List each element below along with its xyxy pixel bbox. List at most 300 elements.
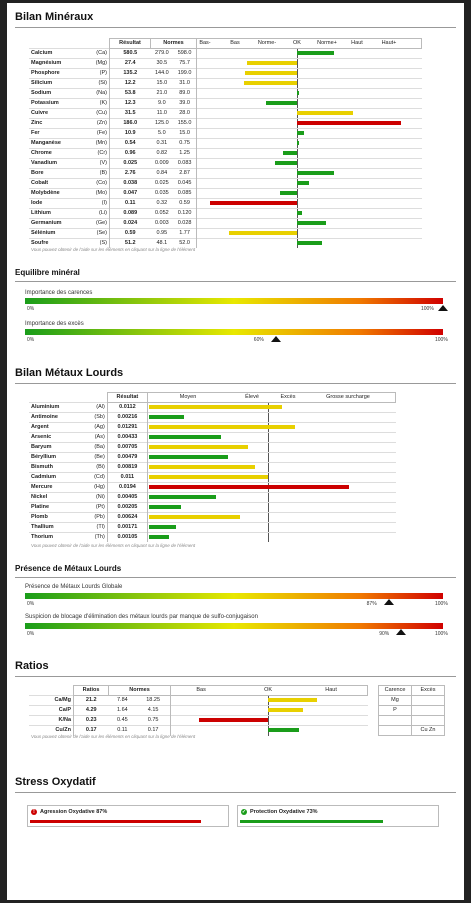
metal-level-bar xyxy=(149,405,282,409)
element-symbol: (Na) xyxy=(96,90,107,96)
scale-label: Bas xyxy=(230,40,240,46)
metal-name xyxy=(29,513,107,523)
element-symbol: (V) xyxy=(99,160,107,166)
metals-note: Vous pouvez obtenir de l'aide sur les éléments en cliquant sur la ligne de l'élément xyxy=(31,543,196,548)
ratio-norm-high: 4.15 xyxy=(136,706,170,716)
element-name xyxy=(29,149,110,159)
element-symbol: (Se) xyxy=(96,230,107,236)
ratio-row[interactable] xyxy=(29,696,445,706)
element-name xyxy=(29,129,110,139)
excess-line xyxy=(268,523,269,532)
norm-high: 31.0 xyxy=(173,79,196,89)
element-name xyxy=(29,109,110,119)
mineral-row[interactable] xyxy=(29,89,422,99)
metal-level-bar xyxy=(149,485,349,489)
element-symbol: (Mg) xyxy=(95,60,107,66)
element-label: Lithium xyxy=(31,210,51,216)
norm-low: 0.32 xyxy=(151,199,174,209)
mineral-row[interactable] xyxy=(29,169,422,179)
metal-level-bar xyxy=(149,515,240,519)
aggression-label: Agression Oxydative 87% xyxy=(40,809,108,815)
deviation-bar xyxy=(297,111,353,115)
ratio-name: Ca/P xyxy=(29,706,74,716)
scale-label: Grosse surcharge xyxy=(326,394,370,400)
ratio-deviation-cell xyxy=(171,696,368,706)
norms-header: Normes xyxy=(151,39,197,49)
ratio-name: K/Na xyxy=(29,716,74,726)
norm-low: 0.052 xyxy=(151,209,174,219)
mineral-row[interactable] xyxy=(29,59,422,69)
mineral-row[interactable] xyxy=(29,199,422,209)
carence-value xyxy=(379,726,412,736)
deficiency-label: Importance des carences xyxy=(25,290,93,296)
result-value: 0.089 xyxy=(110,209,151,219)
element-name xyxy=(29,219,110,229)
norm-low: 5.0 xyxy=(151,129,174,139)
ratio-value: 0.23 xyxy=(74,716,109,726)
excess-line xyxy=(268,473,269,482)
ratio-row[interactable] xyxy=(29,706,445,716)
metal-row[interactable] xyxy=(29,523,396,533)
scale-label: Haut xyxy=(351,40,363,46)
norm-high: 1.25 xyxy=(173,149,196,159)
metal-level-bar xyxy=(149,465,255,469)
protection-bar xyxy=(240,820,383,823)
norm-high: 0.028 xyxy=(173,219,196,229)
element-symbol: (Cr) xyxy=(97,150,107,156)
excess-gauge xyxy=(25,329,443,335)
metal-name xyxy=(29,463,107,473)
protection-label: Protection Oxydative 73% xyxy=(250,809,318,815)
metal-label: Bismuth xyxy=(31,464,53,470)
element-label: Phosphore xyxy=(31,70,60,76)
excess-line xyxy=(268,433,269,442)
mineral-row[interactable] xyxy=(29,229,422,239)
metal-row[interactable] xyxy=(29,473,396,483)
protection-box[interactable] xyxy=(237,805,439,827)
metal-label: Argent xyxy=(31,424,49,430)
ratio-value: 4.29 xyxy=(74,706,109,716)
metal-symbol: (Tl) xyxy=(96,524,105,530)
block-marker xyxy=(396,629,406,635)
deviation-cell xyxy=(196,179,421,189)
metals-rule xyxy=(15,383,456,384)
norm-high: 0.045 xyxy=(173,179,196,189)
global-label: Présence de Métaux Lourds Globale xyxy=(25,584,123,590)
mineral-row[interactable] xyxy=(29,129,422,139)
norm-low: 21.0 xyxy=(151,89,174,99)
mineral-row[interactable] xyxy=(29,189,422,199)
result-value: 31.5 xyxy=(110,109,151,119)
metal-label: Plomb xyxy=(31,514,48,520)
norm-high: 0.083 xyxy=(173,159,196,169)
element-label: Chrome xyxy=(31,150,52,156)
result-value: 0.025 xyxy=(110,159,151,169)
metal-row[interactable] xyxy=(29,493,396,503)
ratio-deviation-bar xyxy=(268,698,317,702)
metal-name xyxy=(29,503,107,513)
metal-row[interactable] xyxy=(29,423,396,433)
ratio-deviation-bar xyxy=(268,708,303,712)
element-name xyxy=(29,69,110,79)
metal-row[interactable] xyxy=(29,453,396,463)
metal-result: 0.00705 xyxy=(107,443,147,453)
excess-line xyxy=(268,443,269,452)
scale-label: Norme+ xyxy=(317,40,337,46)
norm-high: 199.0 xyxy=(173,69,196,79)
deviation-cell xyxy=(196,129,421,139)
metal-level-cell xyxy=(148,453,396,463)
deviation-bar xyxy=(266,101,297,105)
metal-level-cell xyxy=(148,513,396,523)
metal-label: Antimoine xyxy=(31,414,58,420)
scale-label: Moyen xyxy=(179,394,197,400)
element-name xyxy=(29,79,110,89)
metal-symbol: (Ag) xyxy=(94,424,105,430)
block-label: Suspicion de blocage d'élimination des métaux lourds par manque de sulfo-conjugaison xyxy=(25,614,258,620)
deviation-bar xyxy=(280,191,297,195)
result-value: 0.024 xyxy=(110,219,151,229)
element-symbol: (Ca) xyxy=(96,50,107,56)
metal-label: Thorium xyxy=(31,534,53,540)
deviation-bar xyxy=(297,171,334,175)
metal-row[interactable] xyxy=(29,443,396,453)
norm-low: 15.0 xyxy=(151,79,174,89)
metal-label: Nickel xyxy=(31,494,48,500)
ratio-deviation-cell xyxy=(171,726,368,736)
metal-label: Mercure xyxy=(31,484,53,490)
metal-name xyxy=(29,403,107,413)
excess-line xyxy=(268,533,269,542)
element-symbol: (Co) xyxy=(96,180,107,186)
ok-line xyxy=(297,229,298,238)
element-label: Silicium xyxy=(31,80,53,86)
element-label: Cuivre xyxy=(31,110,49,116)
metal-level-bar xyxy=(149,505,181,509)
result-value: 0.038 xyxy=(110,179,151,189)
mineral-row[interactable] xyxy=(29,109,422,119)
mineral-row[interactable] xyxy=(29,119,422,129)
norm-low: 0.035 xyxy=(151,189,174,199)
deviation-cell xyxy=(196,229,421,239)
metal-row[interactable] xyxy=(29,503,396,513)
ratio-gap xyxy=(368,706,379,716)
norm-low: 30.5 xyxy=(151,59,174,69)
result-value: 0.047 xyxy=(110,189,151,199)
norm-low: 0.84 xyxy=(151,169,174,179)
metal-label: Baryum xyxy=(31,444,52,450)
deviation-cell xyxy=(196,79,421,89)
metal-level-cell xyxy=(148,523,396,533)
deficiency-min: 0% xyxy=(27,306,35,312)
element-label: Germanium xyxy=(31,220,62,226)
norm-high: 0.085 xyxy=(173,189,196,199)
metal-level-cell xyxy=(148,443,396,453)
deviation-cell xyxy=(196,69,421,79)
metal-level-bar xyxy=(149,425,295,429)
result-value: 2.76 xyxy=(110,169,151,179)
mineral-row[interactable] xyxy=(29,219,422,229)
name-header xyxy=(29,39,110,49)
metal-row[interactable] xyxy=(29,433,396,443)
result-value: 0.11 xyxy=(110,199,151,209)
block-max: 100% xyxy=(435,631,448,637)
mineral-row[interactable] xyxy=(29,149,422,159)
metal-result-header: Résultat xyxy=(107,393,147,403)
excess-min: 0% xyxy=(27,337,35,343)
metal-level-cell xyxy=(148,483,396,493)
metal-level-bar xyxy=(149,415,184,419)
element-label: Sélénium xyxy=(31,230,56,236)
result-value: 27.4 xyxy=(110,59,151,69)
metal-label: Arsenic xyxy=(31,434,52,440)
element-label: Manganèse xyxy=(31,140,61,146)
element-name xyxy=(29,179,110,189)
report-page xyxy=(7,3,464,900)
stress-title: Stress Oxydatif xyxy=(15,776,96,788)
norm-low: 0.95 xyxy=(151,229,174,239)
mineral-row[interactable] xyxy=(29,79,422,89)
element-symbol: (Mn) xyxy=(95,140,107,146)
minerals-note: Vous pouvez obtenir de l'aide sur les éléments en cliquant sur la ligne de l'élément xyxy=(31,247,196,252)
block-value: 90% xyxy=(379,631,390,637)
element-label: Calcium xyxy=(31,50,53,56)
element-name xyxy=(29,229,110,239)
element-symbol: (S) xyxy=(99,240,107,246)
deviation-bar xyxy=(297,51,334,55)
ratio-gap xyxy=(368,726,379,736)
metal-symbol: (Al) xyxy=(96,404,105,410)
norm-low: 144.0 xyxy=(151,69,174,79)
ratio-norm-high: 0.75 xyxy=(136,716,170,726)
check-icon: ✓ xyxy=(241,809,247,815)
metal-level-cell xyxy=(148,463,396,473)
aggression-box[interactable] xyxy=(27,805,229,827)
global-value: 87% xyxy=(366,601,377,607)
metal-name xyxy=(29,453,107,463)
result-value: 12.3 xyxy=(110,99,151,109)
global-max: 100% xyxy=(435,601,448,607)
element-symbol: (I) xyxy=(101,200,107,206)
result-value: 51.2 xyxy=(110,239,151,249)
metal-symbol: (As) xyxy=(94,434,105,440)
metal-row[interactable] xyxy=(29,513,396,523)
metal-name xyxy=(29,443,107,453)
mineral-row[interactable] xyxy=(29,99,422,109)
deviation-cell xyxy=(196,109,421,119)
norm-high: 155.0 xyxy=(173,119,196,129)
deficiency-value: 100% xyxy=(421,306,434,312)
metal-level-cell xyxy=(148,423,396,433)
ratio-norm-high: 18.25 xyxy=(136,696,170,706)
ratio-norm-low: 1.64 xyxy=(109,706,137,716)
ok-line xyxy=(297,69,298,78)
exces-header: Excès xyxy=(412,686,445,696)
element-name xyxy=(29,169,110,179)
ratio-name: Ca/Mg xyxy=(29,696,74,706)
ratio-gap-header xyxy=(368,686,379,696)
element-name xyxy=(29,119,110,129)
element-symbol: (K) xyxy=(99,100,107,106)
mineral-row[interactable] xyxy=(29,159,422,169)
metal-result: 0.00171 xyxy=(107,523,147,533)
element-name xyxy=(29,89,110,99)
metal-name xyxy=(29,413,107,423)
metal-name xyxy=(29,473,107,483)
result-value: 0.96 xyxy=(110,149,151,159)
carence-value xyxy=(379,716,412,726)
element-symbol: (Ge) xyxy=(96,220,107,226)
scale-label: Haut+ xyxy=(381,40,397,46)
ratios-rule xyxy=(15,676,456,677)
minerals-title: Bilan Minéraux xyxy=(15,11,94,23)
element-symbol: (Zn) xyxy=(96,120,107,126)
metal-level-cell xyxy=(148,503,396,513)
deviation-bar xyxy=(210,201,297,205)
deficiency-marker xyxy=(438,305,448,311)
mineral-row[interactable] xyxy=(29,69,422,79)
exces-value xyxy=(412,706,445,716)
ratio-row[interactable] xyxy=(29,716,445,726)
metal-row[interactable] xyxy=(29,533,396,543)
element-label: Iode xyxy=(31,200,43,206)
metal-row[interactable] xyxy=(29,463,396,473)
norm-low: 0.009 xyxy=(151,159,174,169)
excess-line xyxy=(268,413,269,422)
excess-line xyxy=(268,503,269,512)
minerals-rule xyxy=(15,27,456,28)
ratios-title: Ratios xyxy=(15,660,49,672)
metal-result: 0.00405 xyxy=(107,493,147,503)
result-value: 0.54 xyxy=(110,139,151,149)
metal-level-cell xyxy=(148,493,396,503)
result-value: 580.5 xyxy=(110,49,151,59)
deviation-bar xyxy=(283,151,297,155)
metal-label: Aluminium xyxy=(31,404,60,410)
ok-line xyxy=(268,716,269,725)
metal-name xyxy=(29,423,107,433)
global-gauge xyxy=(25,593,443,599)
metal-level-bar xyxy=(149,475,268,479)
metal-result: 0.00479 xyxy=(107,453,147,463)
metal-name xyxy=(29,523,107,533)
metal-result: 0.011 xyxy=(107,473,147,483)
deviation-bar xyxy=(247,61,297,65)
metal-level-cell xyxy=(148,403,396,413)
metal-label: Cadmium xyxy=(31,474,57,480)
metal-symbol: (Hg) xyxy=(94,484,105,490)
metal-level-bar xyxy=(149,455,228,459)
exces-value xyxy=(412,696,445,706)
result-value: 0.59 xyxy=(110,229,151,239)
norm-low: 125.0 xyxy=(151,119,174,129)
metal-name xyxy=(29,493,107,503)
metal-symbol: (Ni) xyxy=(95,494,105,500)
ratios-note: Vous pouvez obtenir de l'aide sur les éléments en cliquant sur la ligne de l'élément xyxy=(31,734,196,739)
scale-label: Élevé xyxy=(245,394,259,400)
block-gauge xyxy=(25,623,443,629)
ok-line xyxy=(297,149,298,158)
metal-level-bar xyxy=(149,445,248,449)
norm-low: 0.025 xyxy=(151,179,174,189)
metal-symbol: (Sb) xyxy=(94,414,105,420)
deviation-bar xyxy=(297,131,304,135)
ok-line xyxy=(297,199,298,208)
metal-name-header xyxy=(29,393,107,403)
norm-high: 89.0 xyxy=(173,89,196,99)
element-symbol: (Fe) xyxy=(96,130,107,136)
balance-rule xyxy=(15,281,456,282)
ratio-deviation-bar xyxy=(199,718,268,722)
ratio-norm-low: 0.45 xyxy=(109,716,137,726)
carence-value: Mg xyxy=(379,696,412,706)
ratio-deviation-cell xyxy=(171,716,368,726)
metal-name xyxy=(29,533,107,543)
norm-low: 11.0 xyxy=(151,109,174,119)
ratio-value: 21.2 xyxy=(74,696,109,706)
deviation-bar xyxy=(297,211,302,215)
exces-value: Cu Zn xyxy=(412,726,445,736)
mineral-row[interactable] xyxy=(29,179,422,189)
scale-label: OK xyxy=(293,40,301,46)
metal-symbol: (Th) xyxy=(94,534,105,540)
scale-label: OK xyxy=(264,687,273,693)
carence-value: P xyxy=(379,706,412,716)
global-marker xyxy=(384,599,394,605)
metals-title: Bilan Métaux Lourds xyxy=(15,367,124,379)
norm-low: 48.1 xyxy=(151,239,174,249)
scale-header xyxy=(196,39,421,49)
deviation-cell xyxy=(196,149,421,159)
block-min: 0% xyxy=(27,631,35,637)
deviation-cell xyxy=(196,139,421,149)
norm-high: 0.120 xyxy=(173,209,196,219)
element-name xyxy=(29,139,110,149)
mineral-row[interactable] xyxy=(29,139,422,149)
element-name xyxy=(29,159,110,169)
deviation-bar xyxy=(297,91,299,95)
metal-row[interactable] xyxy=(29,413,396,423)
deviation-cell xyxy=(196,219,421,229)
element-name xyxy=(29,209,110,219)
norm-high: 28.0 xyxy=(173,109,196,119)
exces-value xyxy=(412,716,445,726)
excess-line xyxy=(268,513,269,522)
ratio-gap xyxy=(368,696,379,706)
metal-row[interactable] xyxy=(29,483,396,493)
element-label: Vanadium xyxy=(31,160,57,166)
mineral-row[interactable] xyxy=(29,49,422,59)
deviation-bar xyxy=(244,81,297,85)
deviation-cell xyxy=(196,239,421,249)
deviation-bar xyxy=(297,121,401,125)
excess-line xyxy=(268,453,269,462)
excess-marker xyxy=(271,336,281,342)
metal-level-cell xyxy=(148,413,396,423)
element-label: Fer xyxy=(31,130,40,136)
mineral-row[interactable] xyxy=(29,209,422,219)
element-label: Sodium xyxy=(31,90,52,96)
metal-name xyxy=(29,483,107,493)
deviation-bar xyxy=(275,161,297,165)
metal-row[interactable] xyxy=(29,403,396,413)
element-symbol: (Mo) xyxy=(95,190,107,196)
norm-high: 52.0 xyxy=(173,239,196,249)
aggression-bar xyxy=(30,820,201,823)
metal-label: Platine xyxy=(31,504,50,510)
result-header: Résultat xyxy=(110,39,151,49)
metal-symbol: (Ba) xyxy=(94,444,105,450)
